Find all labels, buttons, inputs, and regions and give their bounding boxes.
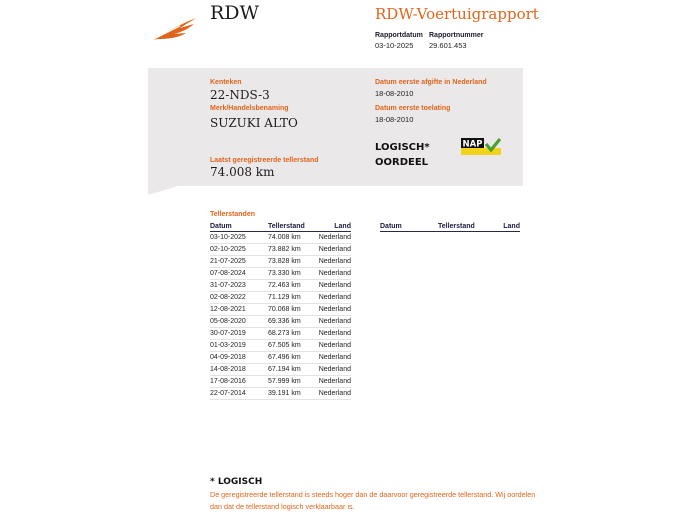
- first-admission-nl: 18-08-2010: [375, 89, 414, 98]
- table-row: [210, 388, 351, 400]
- row-date: 30-07-2019: [210, 328, 268, 340]
- first-admission-nl-label: Datum eerste afgifte in Nederland: [375, 79, 487, 86]
- row-country: Nederland: [318, 232, 351, 244]
- row-reading: 70.068 km: [268, 304, 318, 316]
- first-admission: 18-08-2010: [375, 115, 414, 124]
- row-country: Nederland: [318, 376, 351, 388]
- table-row: [210, 256, 351, 268]
- table-row: [210, 292, 351, 304]
- report-title: RDW-Voertuigrapport: [375, 5, 539, 23]
- row-date: 22-07-2014: [210, 388, 268, 400]
- row-reading: 39.191 km: [268, 388, 318, 400]
- row-date: 31-07-2023: [210, 280, 268, 292]
- odometer-label: Laatst geregistreerde tellerstand: [210, 157, 319, 164]
- col-header-reading-right: Tellerstand: [438, 221, 488, 232]
- row-reading: 71.129 km: [268, 292, 318, 304]
- col-header-country: Land: [318, 221, 351, 232]
- row-country: Nederland: [318, 304, 351, 316]
- license-plate: 22-NDS-3: [210, 88, 270, 102]
- row-reading: 69.336 km: [268, 316, 318, 328]
- odometer-table-left: [210, 221, 351, 400]
- col-header-date: Datum: [210, 221, 268, 232]
- verdict-line-2: OORDEEL: [375, 157, 429, 168]
- brand-name: RDW: [210, 2, 260, 24]
- row-date: 21-07-2025: [210, 256, 268, 268]
- row-country: Nederland: [318, 388, 351, 400]
- rdw-feather-logo-icon: [150, 12, 204, 42]
- row-country: Nederland: [318, 340, 351, 352]
- table-row: [210, 328, 351, 340]
- row-date: 03-10-2025: [210, 232, 268, 244]
- row-reading: 74.008 km: [268, 232, 318, 244]
- row-country: Nederland: [318, 316, 351, 328]
- nap-logo-icon: [461, 138, 501, 155]
- row-reading: 67.505 km: [268, 340, 318, 352]
- row-date: 12-08-2021: [210, 304, 268, 316]
- verdict: [375, 140, 455, 170]
- table-row: [210, 376, 351, 388]
- row-country: Nederland: [318, 352, 351, 364]
- row-date: 02-08-2022: [210, 292, 268, 304]
- first-admission-label: Datum eerste toelating: [375, 105, 451, 112]
- footnote-title: * LOGISCH: [210, 477, 263, 487]
- row-reading: 72.463 km: [268, 280, 318, 292]
- row-date: 01-03-2019: [210, 340, 268, 352]
- col-header-date-right: Datum: [380, 221, 438, 232]
- row-date: 17-08-2016: [210, 376, 268, 388]
- row-date: 14-08-2018: [210, 364, 268, 376]
- report-date: 03-10-2025: [375, 41, 414, 50]
- odometer-history-title: Tellerstanden: [210, 211, 255, 218]
- vehicle-make: SUZUKI ALTO: [210, 116, 298, 130]
- table-row: [210, 304, 351, 316]
- row-reading: 73.828 km: [268, 256, 318, 268]
- report-date-label: Rapportdatum: [375, 32, 423, 39]
- odometer-table-right: [380, 221, 520, 232]
- row-country: Nederland: [318, 328, 351, 340]
- row-country: Nederland: [318, 256, 351, 268]
- table-row: [210, 340, 351, 352]
- report-number: 29.601.453: [429, 41, 467, 50]
- make-label: Merk/Handelsbenaming: [210, 105, 289, 112]
- col-header-reading: Tellerstand: [268, 221, 318, 232]
- row-country: Nederland: [318, 364, 351, 376]
- table-row: [210, 316, 351, 328]
- row-reading: 67.496 km: [268, 352, 318, 364]
- row-reading: 73.330 km: [268, 268, 318, 280]
- table-row: [210, 268, 351, 280]
- panel-notch: [148, 186, 178, 195]
- nap-logo-text: NAP: [462, 139, 483, 150]
- table-row: [210, 280, 351, 292]
- row-country: Nederland: [318, 268, 351, 280]
- row-reading: 73.882 km: [268, 244, 318, 256]
- report-number-label: Rapportnummer: [429, 32, 484, 39]
- table-row: [210, 364, 351, 376]
- footnote-text: De geregistreerde tellerstand is steeds hoger dan de daarvoor geregistreerde tellerstand. Wij oordelen dan dat de tellerstand logisch verklaarbaar is.: [210, 490, 536, 511]
- row-country: Nederland: [318, 280, 351, 292]
- row-date: 02-10-2025: [210, 244, 268, 256]
- row-date: 07-08-2024: [210, 268, 268, 280]
- verdict-line-1: LOGISCH*: [375, 142, 430, 153]
- row-reading: 57.999 km: [268, 376, 318, 388]
- table-row: [210, 244, 351, 256]
- row-date: 05-08-2020: [210, 316, 268, 328]
- row-reading: 67.194 km: [268, 364, 318, 376]
- plate-label: Kenteken: [210, 79, 242, 86]
- row-reading: 68.273 km: [268, 328, 318, 340]
- col-header-country-right: Land: [488, 221, 520, 232]
- table-row: [210, 232, 351, 244]
- row-date: 04-09-2018: [210, 352, 268, 364]
- row-country: Nederland: [318, 292, 351, 304]
- last-odometer: 74.008 km: [210, 165, 275, 179]
- row-country: Nederland: [318, 244, 351, 256]
- table-row: [210, 352, 351, 364]
